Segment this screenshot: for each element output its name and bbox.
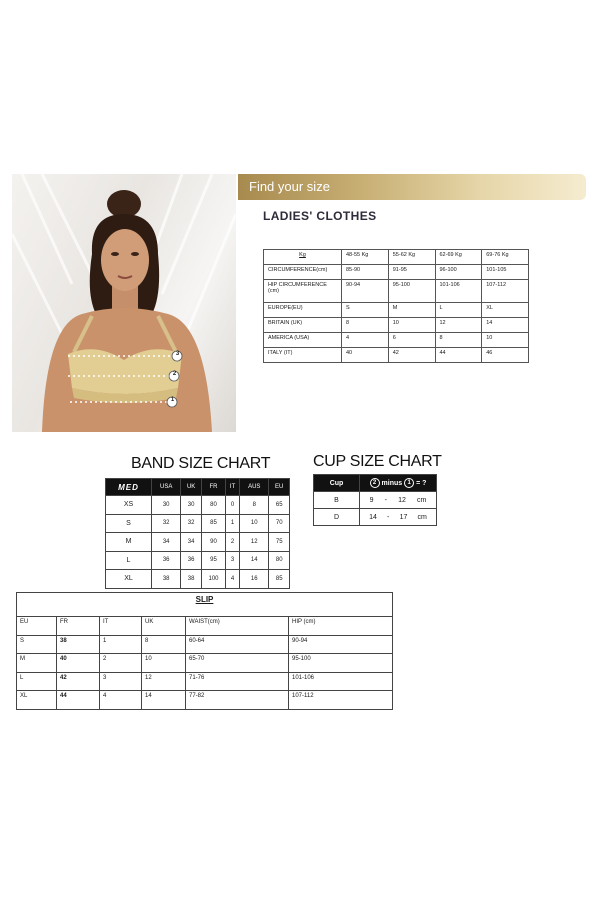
marker-3: 3	[175, 351, 180, 357]
table-cell: 77-82	[186, 691, 289, 710]
table-cell: 36	[181, 551, 202, 570]
table-cell: 6	[388, 333, 435, 348]
table-cell: M	[17, 654, 57, 673]
table-cell: 12	[435, 318, 482, 333]
table-header-cell: EU	[269, 479, 290, 496]
table-header-cell: UK	[142, 617, 186, 636]
table-cell: 8	[240, 496, 269, 515]
slip-size-table	[16, 592, 393, 710]
table-cell: 12	[142, 672, 186, 691]
table-row	[106, 551, 290, 570]
table-header-cell: IT	[226, 479, 240, 496]
table-row	[264, 348, 529, 363]
cup-formula	[360, 475, 437, 492]
cup-head-label: Cup	[314, 475, 360, 492]
table-cell: XL	[482, 303, 529, 318]
table-row	[17, 654, 393, 673]
table-cell: 16	[240, 570, 269, 589]
table-cell: 101-106	[289, 672, 393, 691]
table-cell: 4	[342, 333, 389, 348]
table-cell: 40	[57, 654, 100, 673]
table-cell: 32	[152, 514, 181, 533]
table-cell: 4	[226, 570, 240, 589]
table-row	[106, 514, 290, 533]
table-row	[264, 250, 529, 265]
table-header-cell: AUS	[240, 479, 269, 496]
table-cell: 44	[57, 691, 100, 710]
table-cell: 80	[201, 496, 225, 515]
table-row	[17, 635, 393, 654]
table-row	[17, 672, 393, 691]
range-dash: -	[387, 513, 390, 521]
cup-letter: B	[314, 492, 360, 509]
table-cell: 32	[181, 514, 202, 533]
table-row	[264, 265, 529, 280]
table-header-cell: 48-55 Kg	[342, 250, 389, 265]
table-cell: L	[435, 303, 482, 318]
table-header-cell: HIP (cm)	[289, 617, 393, 636]
table-header-cell: Kg	[264, 250, 342, 265]
table-cell: 85	[269, 570, 290, 589]
table-header-cell: USA	[152, 479, 181, 496]
cup-range	[360, 492, 437, 509]
table-cell: 3	[226, 551, 240, 570]
model-photo	[12, 174, 236, 432]
table-cell: 14	[240, 551, 269, 570]
table-cell: 36	[152, 551, 181, 570]
table-cell: 75	[269, 533, 290, 552]
table-header-cell: 69-76 Kg	[482, 250, 529, 265]
formula-minus: minus	[381, 479, 403, 487]
table-cell: 44	[435, 348, 482, 363]
table-cell: S	[17, 635, 57, 654]
find-your-size-label: Find your size	[249, 179, 330, 194]
table-cell: 38	[152, 570, 181, 589]
range-from: 9	[369, 496, 374, 504]
table-header-cell: WAIST(cm)	[186, 617, 289, 636]
range-unit: cm	[417, 513, 427, 521]
table-cell: 10	[388, 318, 435, 333]
table-cell: 1	[100, 635, 142, 654]
table-cell: 95	[201, 551, 225, 570]
table-row	[314, 475, 437, 492]
table-cell: 96-100	[435, 265, 482, 280]
range-dash: -	[384, 496, 387, 504]
table-header-cell: FR	[57, 617, 100, 636]
table-row	[106, 570, 290, 589]
table-cell: 95-100	[388, 280, 435, 303]
table-header-cell: IT	[100, 617, 142, 636]
table-cell: BRITAIN (UK)	[264, 318, 342, 333]
table-cell: XL	[17, 691, 57, 710]
table-cell: 90-94	[289, 635, 393, 654]
table-cell: 95-100	[289, 654, 393, 673]
table-cell: M	[106, 533, 152, 552]
table-cell: 1	[226, 514, 240, 533]
table-cell: HIP CIRCUMFERENCE (cm)	[264, 280, 342, 303]
table-cell: CIRCUMFERENCE(cm)	[264, 265, 342, 280]
table-cell: 8	[435, 333, 482, 348]
table-row	[314, 509, 437, 526]
table-cell: M	[388, 303, 435, 318]
table-cell: 38	[181, 570, 202, 589]
table-cell: L	[106, 551, 152, 570]
table-cell: 34	[152, 533, 181, 552]
table-cell: 0	[226, 496, 240, 515]
table-header-cell: 62-69 Kg	[435, 250, 482, 265]
table-cell: 10	[482, 333, 529, 348]
table-cell: 8	[342, 318, 389, 333]
table-cell: 70	[269, 514, 290, 533]
table-cell: 40	[342, 348, 389, 363]
table-cell: XL	[106, 570, 152, 589]
table-row	[106, 496, 290, 515]
cup-size-table	[313, 474, 437, 526]
table-row	[17, 691, 393, 710]
range-to: 12	[398, 496, 406, 504]
table-cell: 91-95	[388, 265, 435, 280]
table-row	[106, 479, 290, 496]
table-header-cell: FR	[201, 479, 225, 496]
circled-number-1: 1	[404, 478, 414, 488]
table-cell: 100	[201, 570, 225, 589]
table-cell: 101-106	[435, 280, 482, 303]
table-cell: 71-76	[186, 672, 289, 691]
table-row	[17, 617, 393, 636]
table-cell: EUROPE(EU)	[264, 303, 342, 318]
table-row	[264, 318, 529, 333]
table-cell: 14	[482, 318, 529, 333]
band-size-table	[105, 478, 290, 589]
table-cell: 101-105	[482, 265, 529, 280]
med-logo: MED	[106, 479, 152, 496]
table-cell: XS	[106, 496, 152, 515]
table-cell: 2	[100, 654, 142, 673]
table-cell: 34	[181, 533, 202, 552]
table-header-cell: EU	[17, 617, 57, 636]
table-cell: 90	[201, 533, 225, 552]
table-row	[106, 533, 290, 552]
cup-letter: D	[314, 509, 360, 526]
table-row	[314, 492, 437, 509]
table-cell: 90-94	[342, 280, 389, 303]
table-cell: 42	[57, 672, 100, 691]
cup-size-chart-title: CUP SIZE CHART	[313, 453, 442, 470]
table-cell: 85	[201, 514, 225, 533]
table-cell: 107-112	[482, 280, 529, 303]
table-cell: 42	[388, 348, 435, 363]
table-cell: 46	[482, 348, 529, 363]
table-cell: 2	[226, 533, 240, 552]
find-your-size-banner	[238, 174, 586, 200]
cup-range	[360, 509, 437, 526]
table-cell: L	[17, 672, 57, 691]
table-cell: 30	[152, 496, 181, 515]
table-cell: 80	[269, 551, 290, 570]
circled-number-2: 2	[370, 478, 380, 488]
table-cell: 107-112	[289, 691, 393, 710]
ladies-size-table	[263, 249, 529, 363]
table-cell: 4	[100, 691, 142, 710]
table-cell: 85-90	[342, 265, 389, 280]
range-to: 17	[399, 513, 408, 521]
table-row	[264, 303, 529, 318]
table-cell: 8	[142, 635, 186, 654]
band-size-chart-title: BAND SIZE CHART	[131, 455, 271, 472]
table-cell: 10	[142, 654, 186, 673]
model-illustration	[12, 174, 236, 432]
table-header-cell: 55-62 Kg	[388, 250, 435, 265]
table-cell: 65	[269, 496, 290, 515]
table-cell: S	[106, 514, 152, 533]
table-cell: 14	[142, 691, 186, 710]
slip-title: SLIP	[17, 593, 393, 617]
table-row	[264, 333, 529, 348]
table-row	[264, 280, 529, 303]
table-row	[17, 593, 393, 617]
table-cell: AMERICA (USA)	[264, 333, 342, 348]
table-cell: 65-70	[186, 654, 289, 673]
range-unit: cm	[417, 496, 427, 504]
table-header-cell: UK	[181, 479, 202, 496]
table-cell: 10	[240, 514, 269, 533]
table-cell: 30	[181, 496, 202, 515]
range-from: 14	[369, 513, 377, 521]
table-cell: S	[342, 303, 389, 318]
table-cell: 38	[57, 635, 100, 654]
table-cell: 60-64	[186, 635, 289, 654]
formula-equals: = ?	[416, 479, 427, 487]
ladies-clothes-title: LADIES' CLOTHES	[263, 209, 377, 223]
table-cell: 12	[240, 533, 269, 552]
marker-2: 2	[172, 371, 177, 377]
table-cell: 3	[100, 672, 142, 691]
table-cell: ITALY (IT)	[264, 348, 342, 363]
marker-1: 1	[170, 397, 175, 403]
